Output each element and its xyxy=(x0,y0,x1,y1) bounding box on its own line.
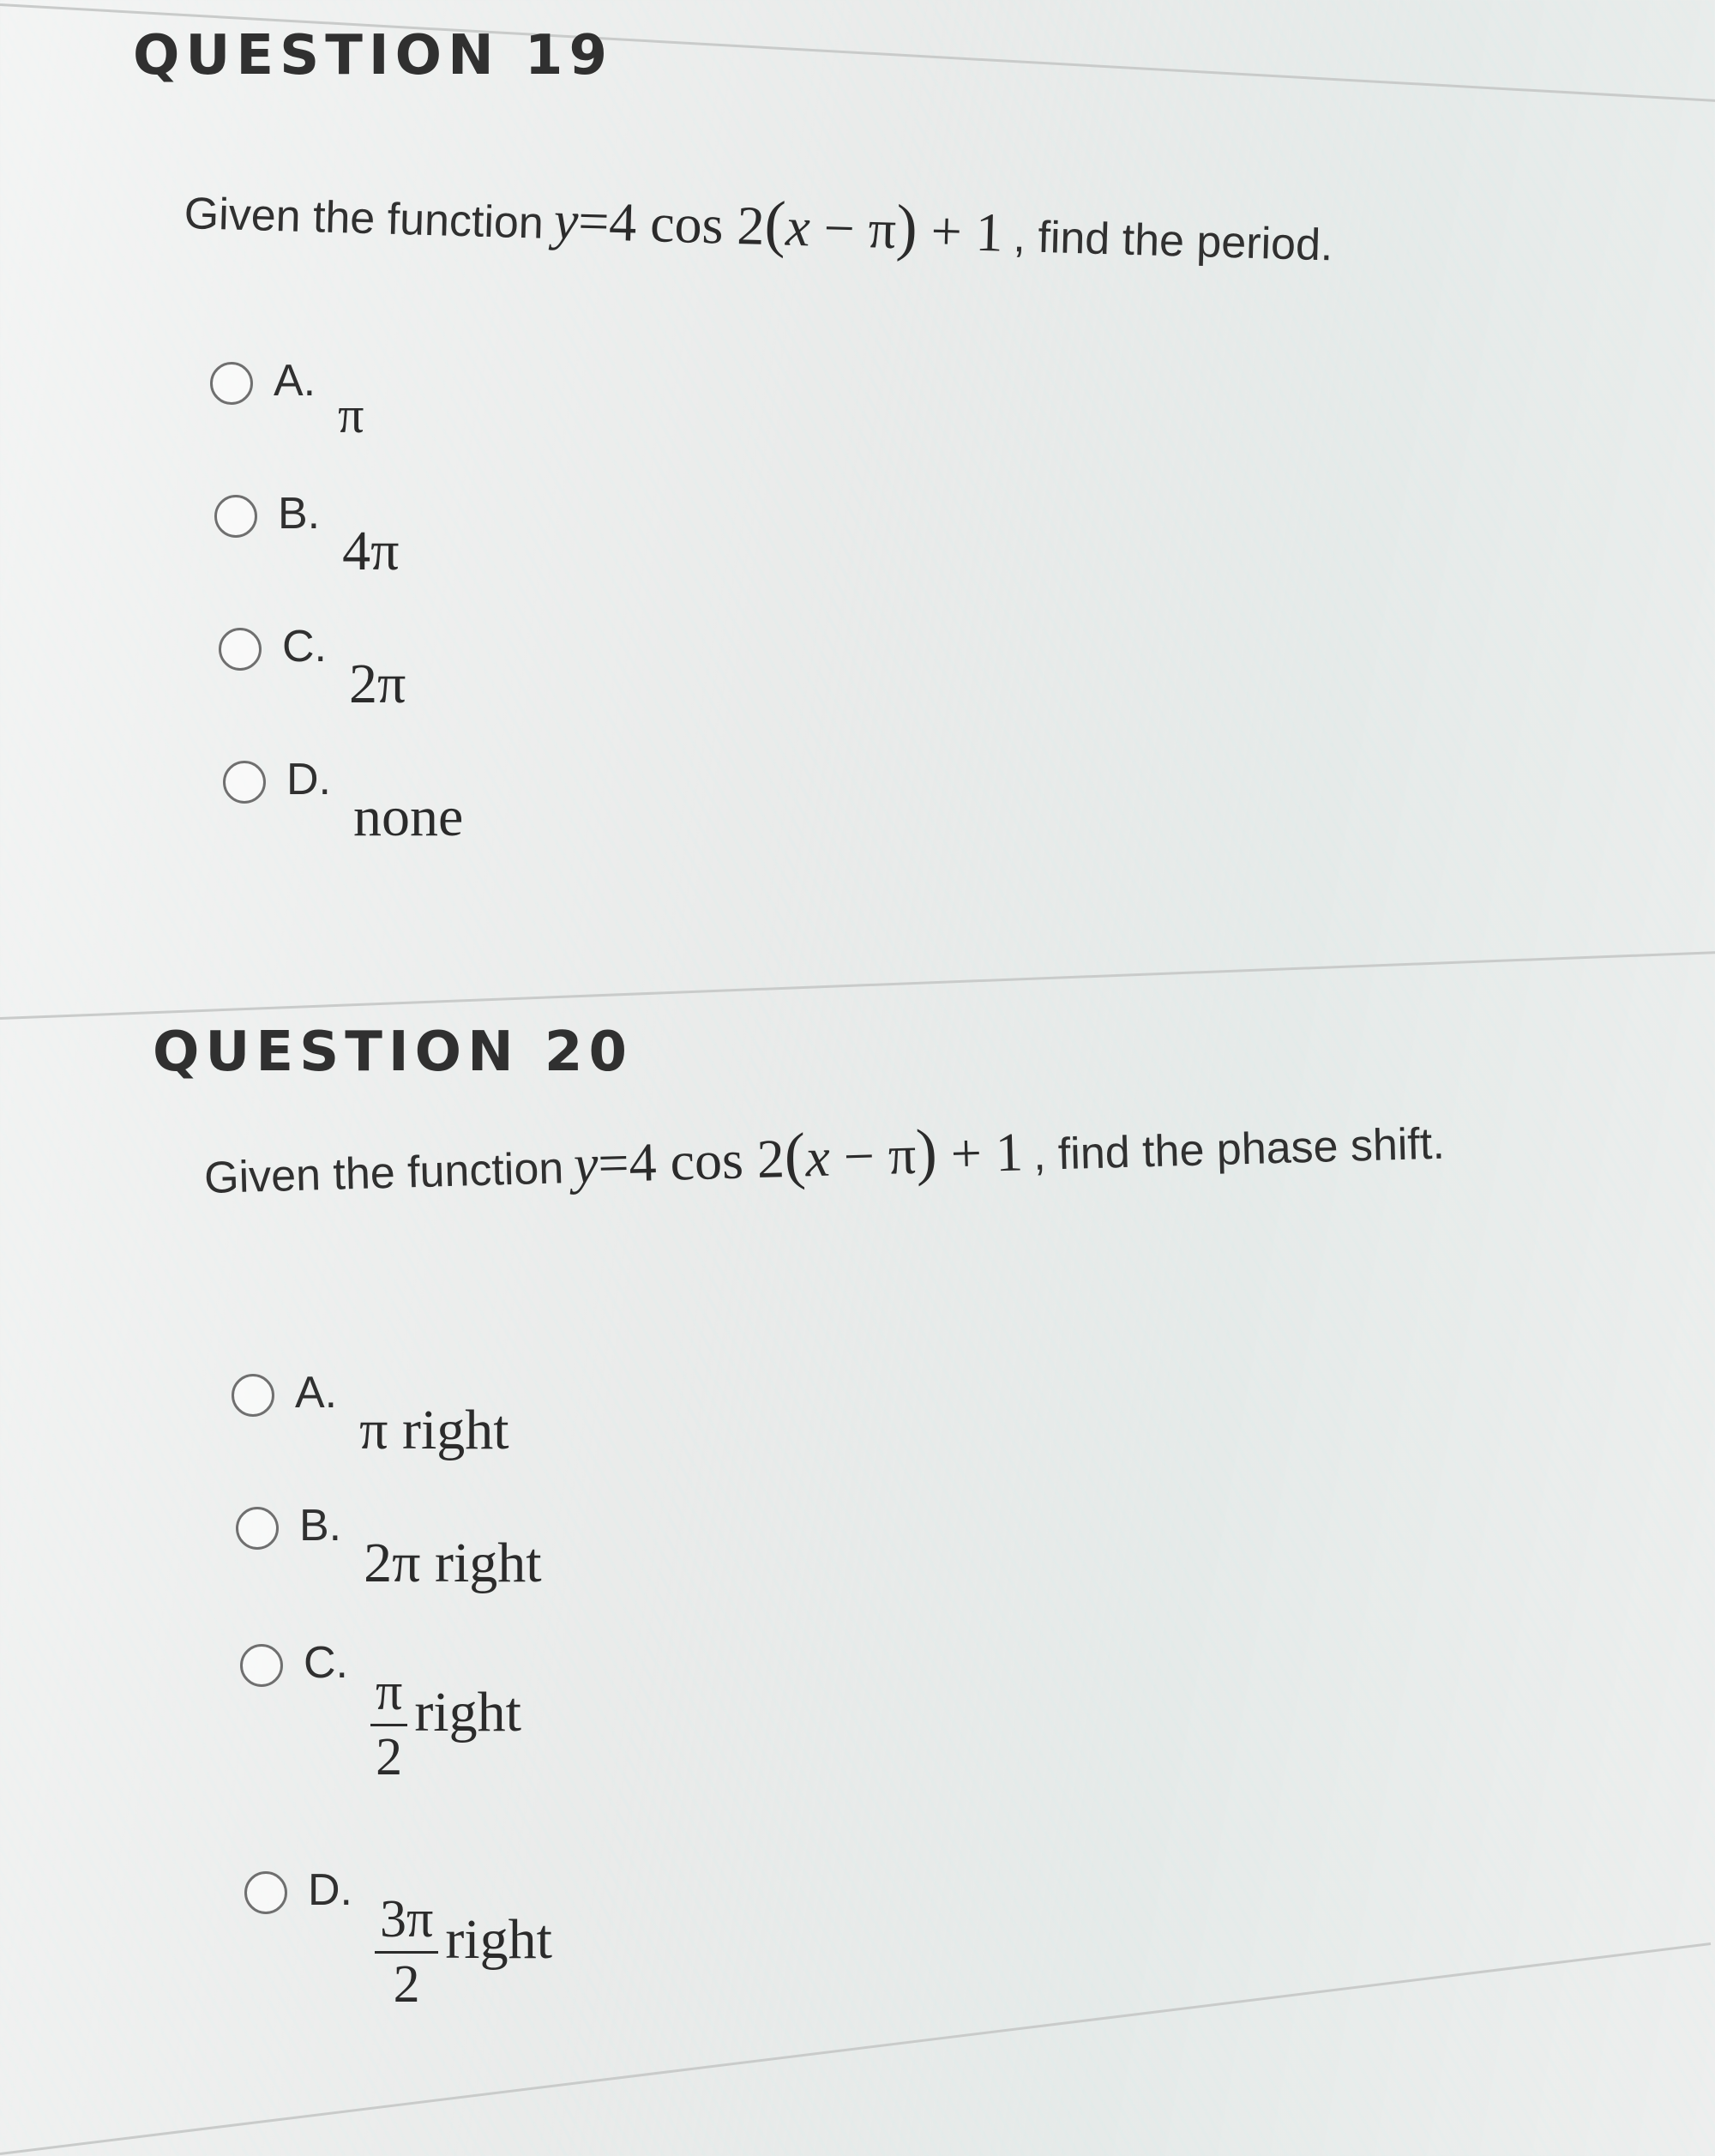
question-19-prompt-lead: Given the function xyxy=(184,189,545,249)
fraction-denominator: 2 xyxy=(376,1728,403,1787)
q20-option-a[interactable] xyxy=(232,1364,509,1463)
question-19-equation xyxy=(553,182,1004,268)
eq-rparen: ) xyxy=(894,192,918,263)
option-letter: D. xyxy=(286,755,331,804)
option-value: π right xyxy=(359,1399,509,1461)
eq-y: y xyxy=(573,1133,599,1195)
option-letter: B. xyxy=(278,489,321,539)
question-divider xyxy=(0,951,1715,1020)
eq-func: cos xyxy=(669,1129,744,1192)
fraction xyxy=(375,1892,438,2013)
option-value: 2π right xyxy=(364,1532,542,1594)
q20-option-d[interactable] xyxy=(244,1861,552,2013)
eq-const: 1 xyxy=(974,201,1004,263)
question-20-title: QUESTION 20 xyxy=(153,1021,633,1084)
eq-const: 1 xyxy=(994,1121,1024,1183)
radio-button[interactable] xyxy=(244,1871,287,1914)
radio-button[interactable] xyxy=(236,1507,279,1550)
option-direction: right xyxy=(414,1680,521,1743)
fraction xyxy=(370,1665,407,1786)
q19-option-d[interactable] xyxy=(223,750,463,850)
option-value xyxy=(375,1892,552,2013)
eq-y: y xyxy=(552,190,580,251)
q19-option-c[interactable] xyxy=(219,617,406,717)
eq-rparen: ) xyxy=(914,1117,938,1188)
eq-coef: 4 xyxy=(608,190,638,253)
radio-button[interactable] xyxy=(214,495,257,538)
radio-button[interactable] xyxy=(240,1644,283,1687)
fraction-numerator: 3π xyxy=(375,1892,438,1954)
radio-button[interactable] xyxy=(223,761,266,804)
question-20-prompt xyxy=(203,1102,1446,1209)
question-19-title: QUESTION 19 xyxy=(133,24,613,87)
eq-factor: 2 xyxy=(755,1128,785,1189)
eq-equals: = xyxy=(597,1132,630,1195)
eq-lparen: ( xyxy=(763,188,787,260)
option-letter: D. xyxy=(308,1865,352,1915)
q20-option-b[interactable] xyxy=(236,1497,542,1596)
eq-coef: 4 xyxy=(628,1131,658,1194)
option-direction: right xyxy=(445,1907,552,1971)
eq-pi: π xyxy=(867,198,898,261)
eq-minus: − xyxy=(842,1125,876,1188)
q19-option-b[interactable] xyxy=(214,485,399,584)
option-letter: B. xyxy=(299,1501,342,1551)
option-letter: C. xyxy=(282,622,327,671)
radio-button[interactable] xyxy=(232,1374,274,1417)
q19-option-a[interactable] xyxy=(210,352,364,445)
option-letter: A. xyxy=(274,356,316,406)
question-20-equation xyxy=(573,1113,1024,1199)
eq-x: x xyxy=(804,1126,831,1189)
question-19-prompt xyxy=(184,172,1334,276)
eq-minus: − xyxy=(822,196,856,259)
eq-x: x xyxy=(785,196,811,258)
eq-plus: + xyxy=(949,1122,983,1184)
question-20-prompt-tail: , find the phase shift. xyxy=(1032,1118,1446,1180)
option-value: none xyxy=(353,786,464,848)
option-value: π xyxy=(338,387,364,443)
option-letter: C. xyxy=(304,1638,348,1688)
eq-lparen: ( xyxy=(783,1120,807,1192)
eq-equals: = xyxy=(577,190,611,252)
option-value xyxy=(370,1665,521,1786)
question-20-prompt-lead: Given the function xyxy=(203,1143,564,1203)
question-19-prompt-tail: , find the period. xyxy=(1012,212,1334,271)
eq-factor: 2 xyxy=(736,195,766,256)
option-letter: A. xyxy=(295,1368,338,1418)
fraction-denominator: 2 xyxy=(393,1955,420,2014)
option-value: 2π xyxy=(349,653,406,715)
fraction-numerator: π xyxy=(370,1665,407,1726)
eq-pi: π xyxy=(887,1123,918,1186)
eq-func: cos xyxy=(649,192,725,256)
q20-option-c[interactable] xyxy=(240,1634,521,1786)
option-value: 4π xyxy=(342,520,400,582)
radio-button[interactable] xyxy=(210,362,253,405)
eq-plus: + xyxy=(930,200,963,262)
radio-button[interactable] xyxy=(219,628,262,671)
